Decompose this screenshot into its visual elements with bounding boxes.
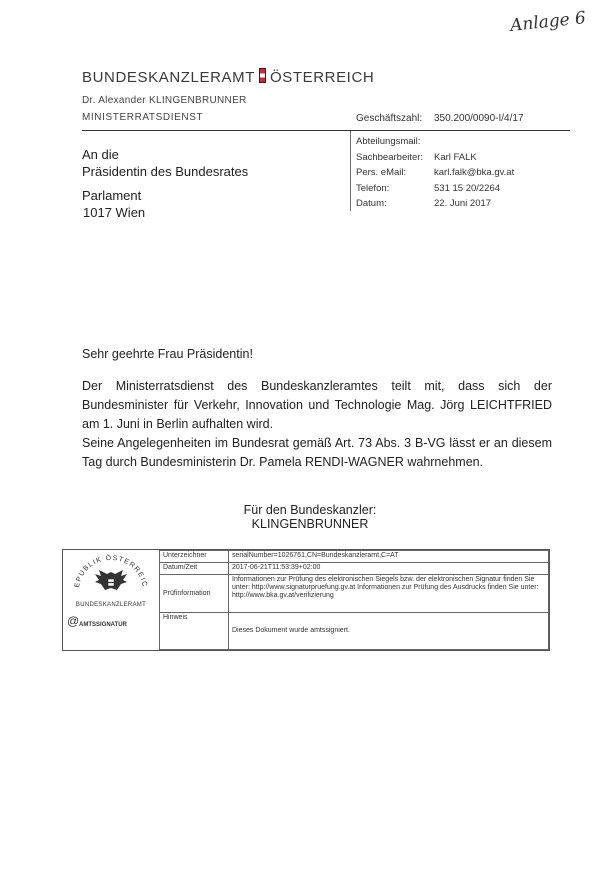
- meta-block: [356, 136, 514, 214]
- official-seal: [63, 550, 160, 650]
- handwritten-annotation: Anlage 6: [509, 8, 587, 36]
- sig-value: 2017-06-21T11:53:39+02:00: [229, 563, 549, 575]
- header-divider: [82, 130, 570, 131]
- meta-key: Abteilungsmail:: [356, 136, 421, 147]
- recipient-line: Präsidentin des Bundesrates: [82, 164, 249, 179]
- meta-row: [356, 136, 514, 152]
- meta-divider: [350, 131, 351, 211]
- recipient-block: [82, 146, 248, 180]
- table-row: [160, 613, 549, 650]
- meta-key: Pers. eMail:: [356, 167, 407, 178]
- meta-row: [356, 167, 514, 183]
- austria-flag-icon: [259, 68, 266, 83]
- org-name: BUNDESKANZLERAMT: [82, 69, 255, 86]
- recipient-line: Parlament: [82, 188, 142, 203]
- salutation: Sehr geehrte Frau Präsidentin!: [82, 347, 253, 361]
- meta-row: [356, 198, 514, 214]
- department: MINISTERRATSDIENST: [82, 112, 204, 123]
- signature-block: [62, 549, 550, 651]
- body-paragraph: Der Ministerratsdienst des Bundeskanzleramtes teilt mit, dass sich der Bundesminister für Verkehr, Innovation und Technologie Mag. Jörg LEICHTFRIED am 1. Juni in Berlin aufhalten wird.: [82, 379, 552, 431]
- table-row: [160, 575, 549, 613]
- sig-label: Prüfinformation: [160, 575, 229, 613]
- at-icon: @: [67, 614, 80, 628]
- sig-value: Dieses Dokument wurde amtssigniert.: [229, 613, 549, 650]
- meta-key: Sachbearbeiter:: [356, 151, 424, 163]
- recipient-line: An die: [82, 147, 119, 162]
- seal-org: BUNDESKANZLERAMT: [75, 602, 147, 608]
- recipient-address: [82, 187, 145, 221]
- recipient-line: 1017 Wien: [83, 205, 146, 220]
- meta-key: Telefon:: [356, 182, 390, 194]
- meta-value: karl.falk@bka.gv.at: [434, 167, 515, 178]
- closing-line: Für den Bundeskanzler:: [243, 503, 377, 517]
- table-row: [160, 551, 549, 563]
- seal-label: AMTSSIGNATUR: [79, 622, 127, 628]
- meta-value: 22. Juni 2017: [434, 198, 492, 209]
- reference-label: Geschäftszahl:: [356, 113, 423, 124]
- meta-value: Karl FALK: [434, 151, 477, 163]
- org-country: ÖSTERREICH: [269, 69, 375, 86]
- letterhead-org: [82, 68, 374, 86]
- meta-row: [356, 183, 514, 199]
- sender-name: Dr. Alexander KLINGENBRUNNER: [82, 95, 247, 106]
- meta-value: 531 15 20/2264: [434, 182, 501, 194]
- sig-value: serialNumber=1026761,CN=Bundeskanzleramt,C=AT: [229, 551, 549, 563]
- sig-label: Datum/Zeit: [160, 563, 229, 575]
- body-paragraph: Seine Angelegenheiten im Bundesrat gemäß Art. 73 Abs. 3 B-VG lässt er an diesem Tag durch Bundesministerin Dr. Pamela RENDI-WAGNER wahrnehmen.: [82, 436, 552, 469]
- meta-row: [356, 152, 514, 168]
- closing: [240, 503, 380, 531]
- closing-signer: KLINGENBRUNNER: [251, 517, 369, 531]
- seal-arc-text: EPUBLIK ÖSTERREIC: [74, 554, 148, 589]
- coat-of-arms-icon: [63, 550, 159, 610]
- meta-key: Datum:: [356, 198, 387, 209]
- reference-value: 350.200/0090-I/4/17: [434, 113, 524, 124]
- sig-label: Unterzeichner: [160, 551, 229, 563]
- signature-table: [159, 550, 549, 650]
- sig-label: Hinweis: [160, 613, 229, 650]
- letter-body: [82, 377, 552, 472]
- table-row: [160, 563, 549, 575]
- sig-value: Informationen zur Prüfung des elektronischen Siegels bzw. der elektronischen Signatur finden Sie unter: http://www.signaturpruefung.gv.at Informationen zur Prüfung des Ausdrucks finden Sie unter: http://www.bka.gv.at/verifizierung: [229, 575, 549, 613]
